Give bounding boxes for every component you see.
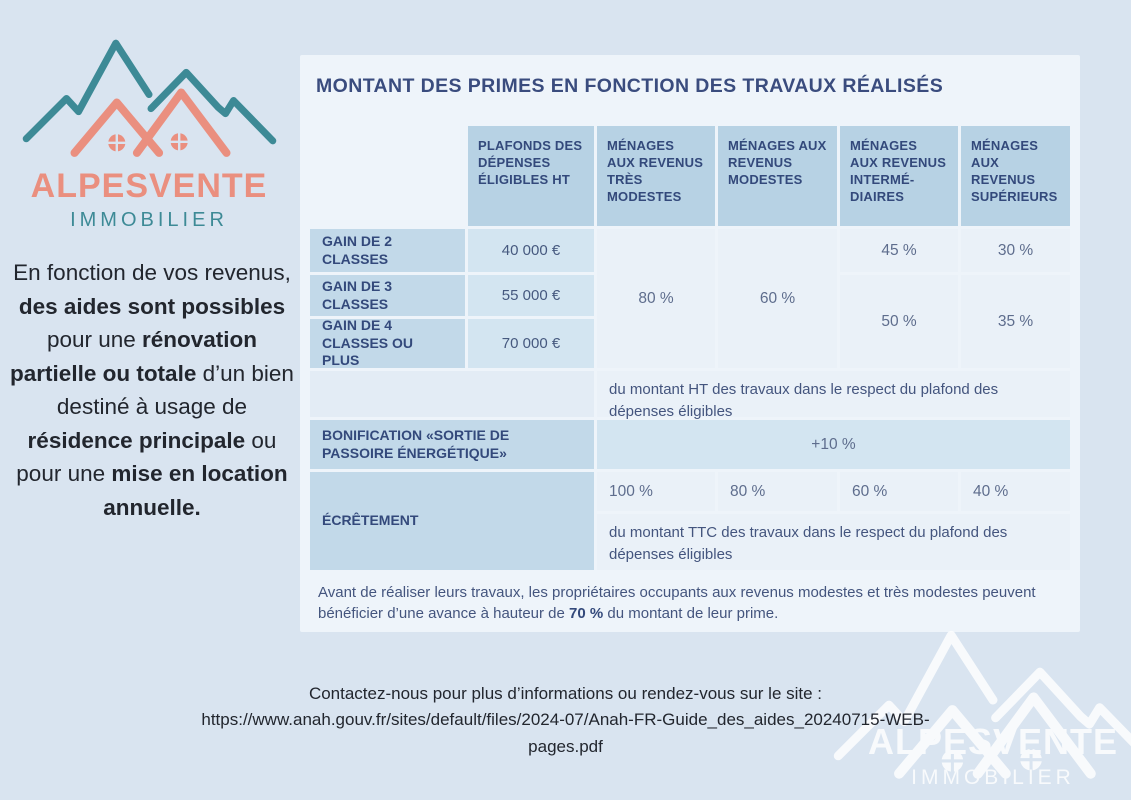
gain-2-classes-label: GAIN DE 2 CLASSES <box>310 229 465 272</box>
intro-segment-bold: mise en location annuelle. <box>103 461 288 520</box>
intro-segment: pour une <box>46 327 143 353</box>
contact-url-line: https://www.anah.gouv.fr/sites/default/files/2024-07/Anah-FR-Guide_des_aides_20240715-WEB- <box>201 710 930 730</box>
header-revenus-modestes: MÉNAGES AUX REVENUS MODESTES <box>718 126 837 226</box>
watermark-brand-name: ALPESVENTE <box>867 721 1119 762</box>
intro-text <box>8 256 296 524</box>
mountains-houses-icon <box>18 12 280 173</box>
intro-segment: En fonction de vos revenus, <box>13 260 291 285</box>
rate-intermediaires-gain34: 50 % <box>840 275 958 368</box>
rate-intermediaires-gain2: 45 % <box>840 229 958 272</box>
contact-url-line: pages.pdf <box>528 736 603 756</box>
watermark-brand-tagline: IMMOBILIER <box>911 766 1075 789</box>
primes-panel <box>300 55 1080 632</box>
header-revenus-tres-modestes: MÉNAGES AUX REVENUS TRÈS MODESTES <box>597 126 715 226</box>
ecretement-label: ÉCRÊTEMENT <box>310 472 594 570</box>
rate-tres-modestes: 80 % <box>597 229 715 368</box>
contact-block <box>0 681 1131 760</box>
gain-2-classes-plafond: 40 000 € <box>468 229 594 272</box>
primes-table <box>310 126 1070 570</box>
ecretement-rate-superieurs: 40 % <box>961 472 1070 511</box>
header-revenus-superieurs: MÉNAGES AUX REVENUS SUPÉRIEURS <box>961 126 1070 226</box>
intro-segment-bold: résidence principale <box>27 427 246 453</box>
panel-title: MONTANT DES PRIMES EN FONCTION DES TRAVAUX RÉALISÉS <box>316 75 944 97</box>
intro-segment-bold: des aides sont possibles <box>18 293 286 319</box>
intro-segment: d’un bien destiné à usage de <box>56 360 294 420</box>
footnote-segment: Avant de réaliser leurs travaux, les propriétaires occupants aux revenus modestes et très modestes peuvent bénéficier d’une avance à hauteur de <box>318 584 1036 623</box>
header-plafonds: PLAFONDS DES DÉPENSES ÉLIGIBLES HT <box>468 126 594 226</box>
contact-line: Contactez-nous pour plus d’informations ou rendez-vous sur le site : <box>308 684 823 703</box>
rate-superieurs-gain34: 35 % <box>961 275 1070 368</box>
gain-4-classes-plafond: 70 000 € <box>468 319 594 368</box>
empty-cell <box>310 371 594 417</box>
rate-modestes: 60 % <box>718 229 837 368</box>
rate-superieurs-gain2: 30 % <box>961 229 1070 272</box>
footnote-segment-bold: 70 % <box>569 605 604 623</box>
intro-segment-bold: rénovation partielle ou totale <box>10 327 258 386</box>
bonification-label: BONIFICATION «SORTIE DE PASSOIRE ÉNERGÉTIQUE» <box>310 420 594 469</box>
bonification-value: +10 % <box>597 420 1070 469</box>
gain-4-classes-label: GAIN DE 4 CLASSES OU PLUS <box>310 319 465 368</box>
brand-tagline: IMMOBILIER <box>70 209 228 231</box>
brand-logo <box>18 12 280 232</box>
ecretement-note-cell: du montant TTC des travaux dans le respect du plafond des dépenses éligibles <box>597 514 1070 570</box>
ecretement-rate-modestes: 80 % <box>718 472 837 511</box>
brand-name: ALPESVENTE <box>30 167 268 205</box>
ht-note-cell: du montant HT des travaux dans le respect du plafond des dépenses éligibles <box>597 371 1070 417</box>
header-revenus-intermediaires: MÉNAGES AUX REVENUS INTERMÉ-DIAIRES <box>840 126 958 226</box>
ecretement-rate-intermediaires: 60 % <box>840 472 958 511</box>
footnote-segment: du montant de leur prime. <box>603 605 779 623</box>
gain-3-classes-label: GAIN DE 3 CLASSES <box>310 275 465 316</box>
gain-3-classes-plafond: 55 000 € <box>468 275 594 316</box>
ecretement-rate-tres-modestes: 100 % <box>597 472 715 511</box>
intro-segment: ou pour une <box>16 427 277 487</box>
